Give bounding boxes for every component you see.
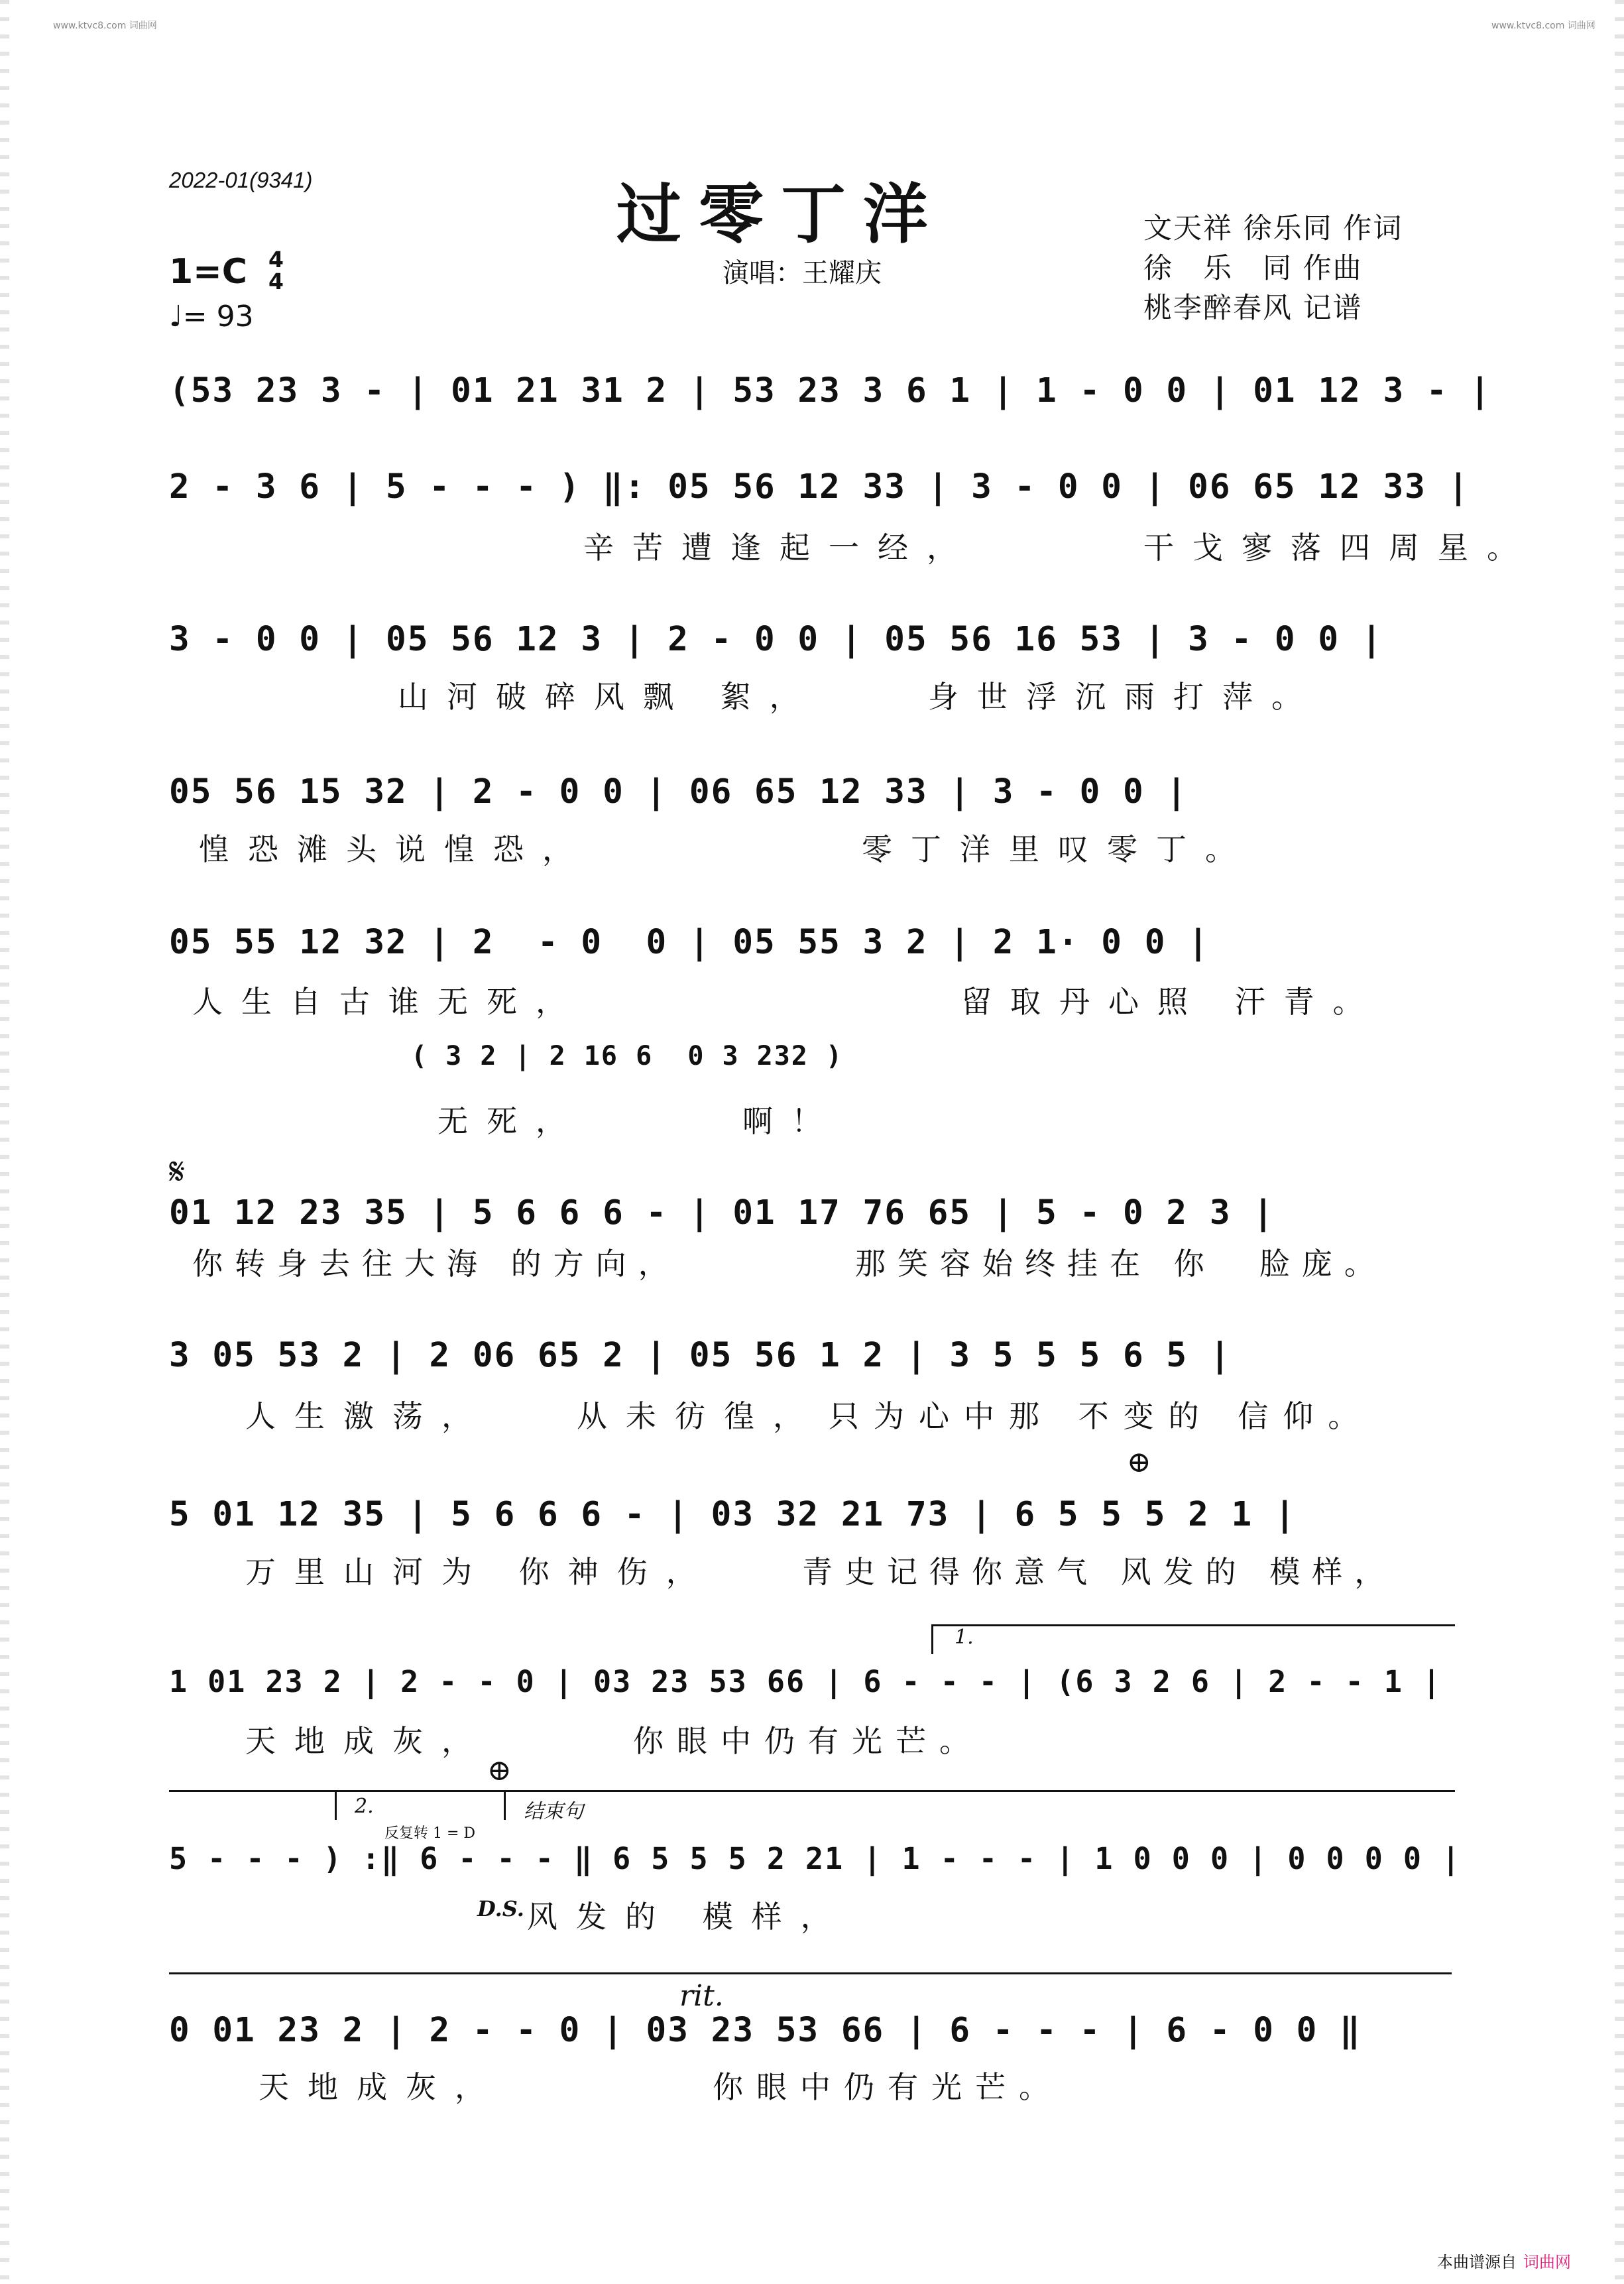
lyric-16: 万里山河为 你神伤， xyxy=(245,1554,715,1590)
lyric-11: 你转身去往大海 的方向， xyxy=(192,1246,681,1282)
coda-sign: ⊕ xyxy=(1127,1445,1151,1479)
song-title: 过零丁洋 xyxy=(616,176,946,253)
lyric-7: 人生自古谁无死， xyxy=(192,984,585,1020)
music-line-10: 5 - - - ) :‖ 6 - - - ‖ 6 5 5 5 2 21 | 1 - - - | 1 0 0 0 | 0 0 0 0 | xyxy=(169,1841,1462,1876)
lyric-18: 天地成灰， xyxy=(245,1723,491,1759)
lyric-8: 留取丹心照 汗青。 xyxy=(961,984,1382,1020)
modulation-note: 反复转 1 = D xyxy=(384,1825,476,1842)
time-bottom: 4 xyxy=(268,269,284,294)
singer: 演唱：王耀庆 xyxy=(723,258,882,288)
lyric-6: 零丁洋里叹零丁。 xyxy=(862,831,1254,867)
lyric-21: 天地成灰， xyxy=(259,2069,504,2105)
watermark-right: www.ktvc8.com 词曲网 xyxy=(1491,21,1595,31)
volta-2-tick xyxy=(335,1790,337,1820)
lyric-17: 青史记得你意气 风发的 模样， xyxy=(802,1554,1397,1590)
coda-sign-ending: ⊕ xyxy=(487,1754,512,1787)
credits xyxy=(1143,209,1403,328)
lyric-3: 山河破碎风飘 絮， xyxy=(398,679,819,715)
music-line-2: 2 - 3 6 | 5 - - - ) ‖: 05 56 12 33 | 3 - 0 0 | 06 65 12 33 | xyxy=(169,467,1470,507)
music-line-6: 01 12 23 35 | 5 6 6 6 - | 01 17 76 65 | 5 - 0 2 3 | xyxy=(169,1193,1275,1232)
music-line-9: 1 01 23 2 | 2 - - 0 | 03 23 53 66 | 6 - - - | (6 3 2 6 | 2 - - 1 | xyxy=(169,1664,1442,1699)
footer-source xyxy=(1437,2249,1571,2272)
volta-2-bracket xyxy=(169,1790,1455,1792)
music-line-4: 05 56 15 32 | 2 - 0 0 | 06 65 12 33 | 3 - 0 0 | xyxy=(169,772,1189,811)
music-line-11: 0 01 23 2 | 2 - - 0 | 03 23 53 66 | 6 - - - | 6 - 0 0 ‖ xyxy=(169,2011,1362,2050)
volta-1-label: 1. xyxy=(955,1626,974,1649)
lyric-12: 那笑容始终挂在 你 脸庞。 xyxy=(855,1246,1387,1282)
tempo-mark: ♩= 93 xyxy=(169,300,254,333)
lyric-5: 惶恐滩头说惶恐， xyxy=(199,831,591,867)
lyric-4: 身世浮沉雨打萍。 xyxy=(928,679,1320,715)
volta-1-bracket xyxy=(931,1624,1455,1626)
music-line-1: (53 23 3 - | 01 21 31 2 | 53 23 3 6 1 | 1 - 0 0 | 01 12 3 - | xyxy=(169,371,1491,410)
lyric-15: 只为心中那 不变的 信仰。 xyxy=(829,1398,1373,1434)
alternate-phrase-notes: ( 3 2 | 2 16 6 0 3 232 ) xyxy=(411,1041,844,1071)
volta-1-tick xyxy=(931,1624,933,1654)
transcriber: 桃李醉春风 记谱 xyxy=(1143,292,1363,325)
composer: 徐 乐 同 作曲 xyxy=(1143,252,1363,285)
volta-2-label: 2. xyxy=(355,1795,374,1818)
lyric-2: 干戈寥落四周星。 xyxy=(1143,530,1536,566)
lyric-14: 从未彷徨， xyxy=(577,1398,822,1434)
ending-phrase-label: 结束句 xyxy=(524,1800,583,1823)
key-signature: 1=C xyxy=(169,252,247,292)
lyric-10: 啊！ xyxy=(742,1103,841,1139)
footer-site: 词曲网 xyxy=(1523,2253,1571,2271)
right-margin-watermark xyxy=(1615,0,1624,2284)
footer-text: 本曲谱源自 xyxy=(1437,2253,1517,2271)
time-signature xyxy=(268,249,284,292)
music-line-3: 3 - 0 0 | 05 56 12 3 | 2 - 0 0 | 05 56 16 53 | 3 - 0 0 | xyxy=(169,620,1383,659)
lyric-22: 你眼中仍有光芒。 xyxy=(713,2069,1063,2105)
dal-segno-mark: D.S. xyxy=(477,1896,524,1921)
ritardando-mark: rit. xyxy=(679,1979,724,2013)
lyric-19: 你眼中仍有光芒。 xyxy=(633,1723,983,1759)
lyricist: 文天祥 徐乐同 作词 xyxy=(1143,212,1403,245)
time-top: 4 xyxy=(268,247,284,272)
lyric-1: 辛苦遭逢起一经， xyxy=(583,530,976,566)
left-margin-watermark xyxy=(0,0,9,2284)
ending-tick xyxy=(504,1790,506,1820)
lyric-20: 风发的 模样， xyxy=(527,1899,850,1935)
music-line-7: 3 05 53 2 | 2 06 65 2 | 05 56 1 2 | 3 5 5 5 6 5 | xyxy=(169,1336,1232,1375)
segno-sign: 𝄋 xyxy=(169,1150,186,1193)
score-code: 2022-01(9341) xyxy=(169,168,313,192)
final-system-line xyxy=(169,1972,1452,1974)
music-line-5: 05 55 12 32 | 2 - 0 0 | 05 55 3 2 | 2 1· 0 0 | xyxy=(169,923,1210,962)
watermark-left: www.ktvc8.com 词曲网 xyxy=(53,21,157,31)
music-line-8: 5 01 12 35 | 5 6 6 6 - | 03 32 21 73 | 6 5 5 5 2 1 | xyxy=(169,1495,1297,1534)
lyric-13: 人生激荡， xyxy=(245,1398,491,1434)
lyric-9: 无死， xyxy=(437,1103,585,1139)
